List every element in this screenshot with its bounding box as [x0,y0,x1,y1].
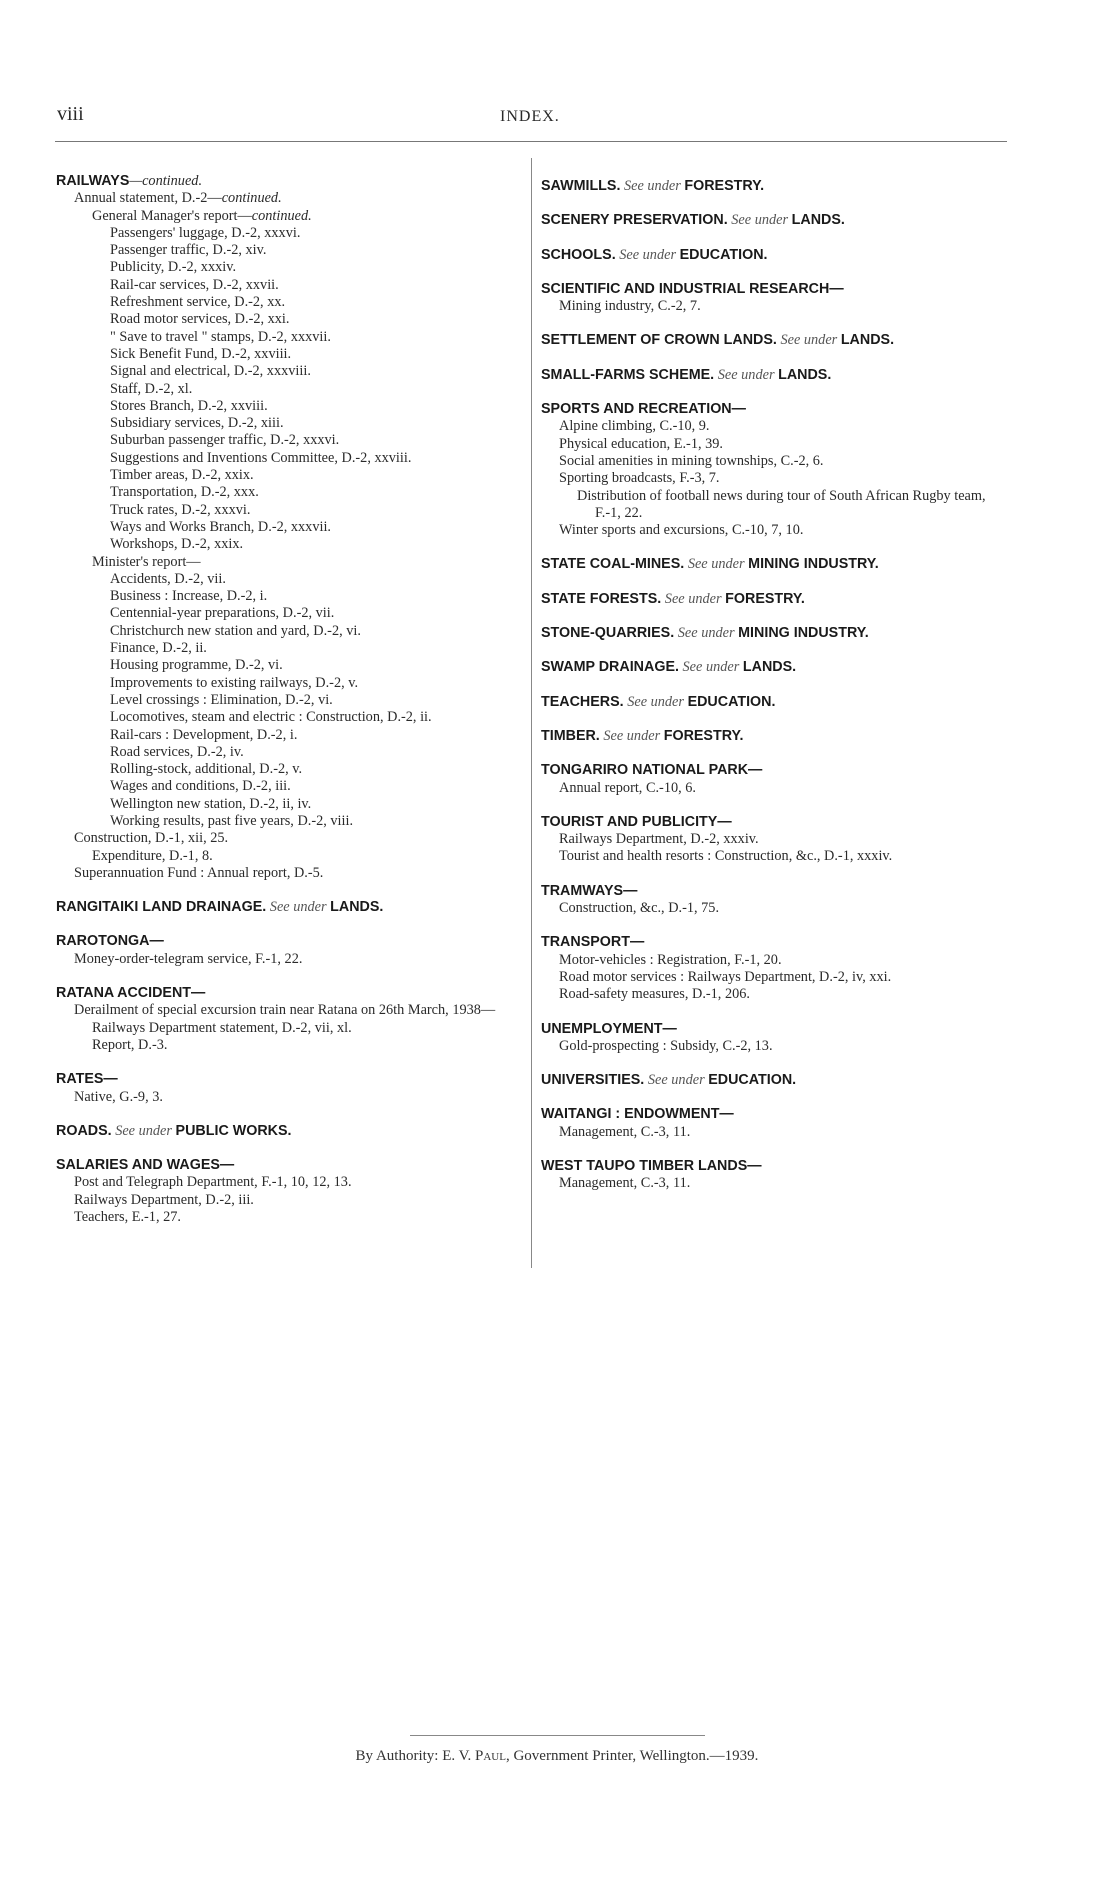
cross-ref-target: LANDS. [778,366,832,383]
index-heading: TONGARIRO NATIONAL PARK— [541,762,763,779]
index-heading: SPORTS AND RECREATION— [541,401,746,418]
list-item: Railways Department statement, D.-2, vii, xl. [92,1019,352,1036]
list-item: Teachers, E.-1, 27. [74,1209,181,1226]
index-entry-transport [541,934,1011,1003]
index-entry-tramways [541,883,1011,918]
list-item: Management, C.-3, 11. [559,1175,691,1192]
see-reference: See under [647,1072,705,1089]
printer-imprint [0,1748,1114,1765]
subentry: Derailment of special excursion train near Ratana on 26th March, 1938— [74,1002,496,1019]
index-entry-west-taupo [541,1158,1011,1193]
index-entry-teachers [541,694,1011,711]
see-reference: See under [619,246,677,263]
list-item: Road services, D.-2, iv. [110,743,244,760]
list-item: Road motor services, D.-2, xxi. [110,311,290,328]
list-item: Rolling-stock, additional, D.-2, v. [110,761,303,778]
list-item: Passenger traffic, D.-2, xiv. [110,242,267,259]
list-item: Construction, &c., D.-1, 75. [559,900,720,917]
index-entry-forests [541,591,1011,608]
list-item: Accidents, D.-2, vii. [110,570,226,587]
list-item: Timber areas, D.-2, xxix. [110,467,254,484]
page-number: viii [57,103,84,125]
index-heading: SCENERY PRESERVATION. [541,212,728,229]
list-item: Suburban passenger traffic, D.-2, xxxvi. [110,432,340,449]
index-entry-waitangi [541,1106,1011,1141]
index-heading: STATE COAL-MINES. [541,556,685,573]
see-reference: See under [780,332,838,349]
subentry: Annual statement, D.-2—continued. [74,190,282,207]
index-column-left [56,173,526,1243]
imprint-suffix: , Government Printer, Wellington.—1939. [505,1748,759,1764]
list-item: Finance, D.-2, ii. [110,640,207,657]
index-entry-swamp [541,659,1011,676]
list-item: Report, D.-3. [92,1036,168,1053]
see-reference: See under [731,212,789,229]
list-item: Wages and conditions, D.-2, iii. [110,778,291,795]
list-item: Sick Benefit Fund, D.-2, xxviii. [110,345,292,362]
list-item: Passengers' luggage, D.-2, xxxvi. [110,224,301,241]
see-reference: See under [627,693,684,710]
see-reference: See under [269,899,327,916]
index-heading: RATES— [56,1071,118,1088]
list-item: Staff, D.-2, xl. [110,380,193,397]
list-item: Working results, past five years, D.-2, viii. [110,812,354,829]
index-heading: WAITANGI : ENDOWMENT— [541,1106,734,1123]
index-heading: TEACHERS. [541,693,624,710]
cross-ref-target: LANDS. [330,899,384,916]
list-item: Ways and Works Branch, D.-2, xxxvii. [110,518,331,535]
list-item: Gold-prospecting : Subsidy, C.-2, 13. [559,1037,773,1054]
list-item: Motor-vehicles : Registration, F.-1, 20. [559,951,782,968]
cross-ref-target: FORESTRY. [725,590,805,607]
index-entry-schools [541,247,1011,264]
list-item: Mining industry, C.-2, 7. [559,298,701,315]
list-item: Rail-car services, D.-2, xxvii. [110,276,279,293]
continued-note: —continued. [129,173,203,189]
cross-ref-target: LANDS. [791,212,845,229]
see-reference: See under [687,556,745,573]
subentry: Minister's report— [92,553,201,570]
index-entry-ratana [56,985,526,1054]
header-rule [55,141,1007,142]
index-heading: STONE-QUARRIES. [541,625,675,642]
index-entry-roads [56,1123,526,1140]
index-entry-small-farms [541,367,1011,384]
list-item: Refreshment service, D.-2, xx. [110,294,286,311]
gm-subentries [56,225,526,554]
cross-ref-target: PUBLIC WORKS. [175,1122,292,1139]
index-entry-tourist [541,814,1011,866]
cross-ref-target: LANDS. [742,659,797,676]
list-item: Locomotives, steam and electric : Construction, D.-2, ii. [110,709,432,726]
index-heading: RATANA ACCIDENT— [56,985,206,1002]
cross-ref-target: MINING INDUSTRY. [738,625,869,642]
list-item: Signal and electrical, D.-2, xxxviii. [110,363,311,380]
index-heading: SAWMILLS. [541,178,621,194]
list-item: Distribution of football news during tour of South African Rugby team, F.-1, 22. [577,487,986,521]
index-heading: TIMBER. [541,727,600,744]
see-reference: See under [677,625,735,642]
see-reference: See under [682,659,740,676]
index-entry-railways [56,173,526,882]
see-reference: See under [115,1122,172,1139]
imprint-prefix: By Authority: E. V. [355,1748,476,1764]
index-heading: UNIVERSITIES. [541,1072,645,1089]
index-heading: SCHOOLS. [541,246,616,263]
running-head: INDEX. [500,108,560,125]
index-entry-universities [541,1072,1011,1089]
list-item: Money-order-telegram service, F.-1, 22. [74,950,303,967]
list-item: Social amenities in mining townships, C.-2, 6. [559,452,824,469]
list-item: Tourist and health resorts : Construction, &c., D.-1, xxxiv. [559,848,893,865]
list-item: Winter sports and excursions, C.-10, 7, 10. [559,522,804,539]
index-entry-settlement [541,332,1011,349]
see-reference: See under [717,366,775,383]
list-item: Sporting broadcasts, F.-3, 7. [559,470,720,487]
list-item: Railways Department, D.-2, iii. [74,1191,254,1208]
list-item: Transportation, D.-2, xxx. [110,484,259,501]
index-entry-unemployment [541,1021,1011,1056]
index-entry-scientific [541,281,1011,316]
index-heading: RAILWAYS [56,173,130,189]
index-entry-rangitaiki [56,899,526,916]
list-item: Workshops, D.-2, xxix. [110,536,244,553]
list-item: Native, G.-9, 3. [74,1088,163,1105]
index-heading: UNEMPLOYMENT— [541,1020,677,1037]
index-entry-sports [541,401,1011,539]
list-item: Subsidiary services, D.-2, xiii. [110,415,284,432]
list-item: Rail-cars : Development, D.-2, i. [110,726,298,743]
index-column-right [541,178,1011,1210]
list-item: Truck rates, D.-2, xxxvi. [110,501,251,518]
imprint-printer-name: Paul [475,1748,506,1764]
list-item: Railways Department, D.-2, xxxiv. [559,831,759,848]
list-item: Centennial-year preparations, D.-2, vii. [110,605,335,622]
footer-rule [410,1735,705,1736]
index-heading: TOURIST AND PUBLICITY— [541,813,732,830]
list-item: Business : Increase, D.-2, i. [110,588,268,605]
index-heading: SCIENTIFIC AND INDUSTRIAL RESEARCH— [541,280,844,297]
see-reference: See under [624,178,681,194]
cross-ref-target: MINING INDUSTRY. [748,556,879,573]
list-item: Road motor services : Railways Department, D.-2, iv, xxi. [559,968,892,985]
index-heading: SETTLEMENT OF CROWN LANDS. [541,332,777,349]
index-heading: WEST TAUPO TIMBER LANDS— [541,1157,762,1174]
subentry: General Manager's report—continued. [92,207,312,224]
cross-ref-target: EDUCATION. [679,246,768,263]
index-heading: SALARIES AND WAGES— [56,1157,235,1174]
index-entry-quarries [541,625,1011,642]
list-item: Suggestions and Inventions Committee, D.-2, xxviii. [110,449,412,466]
index-heading: ROADS. [56,1122,112,1139]
list-item: Wellington new station, D.-2, ii, iv. [110,795,312,812]
list-item: Management, C.-3, 11. [559,1123,691,1140]
see-reference: See under [603,727,661,744]
cross-ref-target: EDUCATION. [687,693,776,710]
index-heading: RANGITAIKI LAND DRAINAGE. [56,899,267,916]
cross-ref-target: LANDS. [840,332,895,349]
subentry: Expenditure, D.-1, 8. [92,847,213,864]
cross-ref-target: EDUCATION. [708,1072,797,1089]
index-entry-salaries [56,1157,526,1226]
index-entry-rarotonga [56,933,526,968]
cross-ref-target: FORESTRY. [684,178,765,194]
index-heading: TRANSPORT— [541,934,645,951]
see-reference: See under [664,590,722,607]
list-item: Physical education, E.-1, 39. [559,435,723,452]
index-entry-rates [56,1071,526,1106]
index-heading: TRAMWAYS— [541,882,638,899]
list-item: Improvements to existing railways, D.-2, v. [110,674,359,691]
index-entry-sawmills [541,178,1011,195]
list-item: Stores Branch, D.-2, xxviii. [110,397,268,414]
cross-ref-target: FORESTRY. [663,727,744,744]
index-entry-timber [541,728,1011,745]
subentry: Superannuation Fund : Annual report, D.-5. [74,864,324,881]
list-item: " Save to travel " stamps, D.-2, xxxvii. [110,328,331,345]
list-item: Level crossings : Elimination, D.-2, vi. [110,691,333,708]
list-item: Christchurch new station and yard, D.-2, vi. [110,622,361,639]
list-item: Annual report, C.-10, 6. [559,779,696,796]
index-heading: SWAMP DRAINAGE. [541,659,679,676]
minister-subentries [56,571,526,830]
index-entry-scenery [541,212,1011,229]
column-divider [531,158,532,1268]
subentry: Construction, D.-1, xii, 25. [74,830,229,847]
list-item: Alpine climbing, C.-10, 9. [559,418,710,435]
list-item: Post and Telegraph Department, F.-1, 10, 12, 13. [74,1174,352,1191]
index-entry-coal [541,556,1011,573]
index-heading: RAROTONGA— [56,933,164,950]
list-item: Road-safety measures, D.-1, 206. [559,986,750,1003]
index-entry-tongariro [541,762,1011,797]
list-item: Publicity, D.-2, xxxiv. [110,259,237,276]
index-heading: SMALL-FARMS SCHEME. [541,366,715,383]
index-heading: STATE FORESTS. [541,590,662,607]
list-item: Housing programme, D.-2, vi. [110,657,283,674]
